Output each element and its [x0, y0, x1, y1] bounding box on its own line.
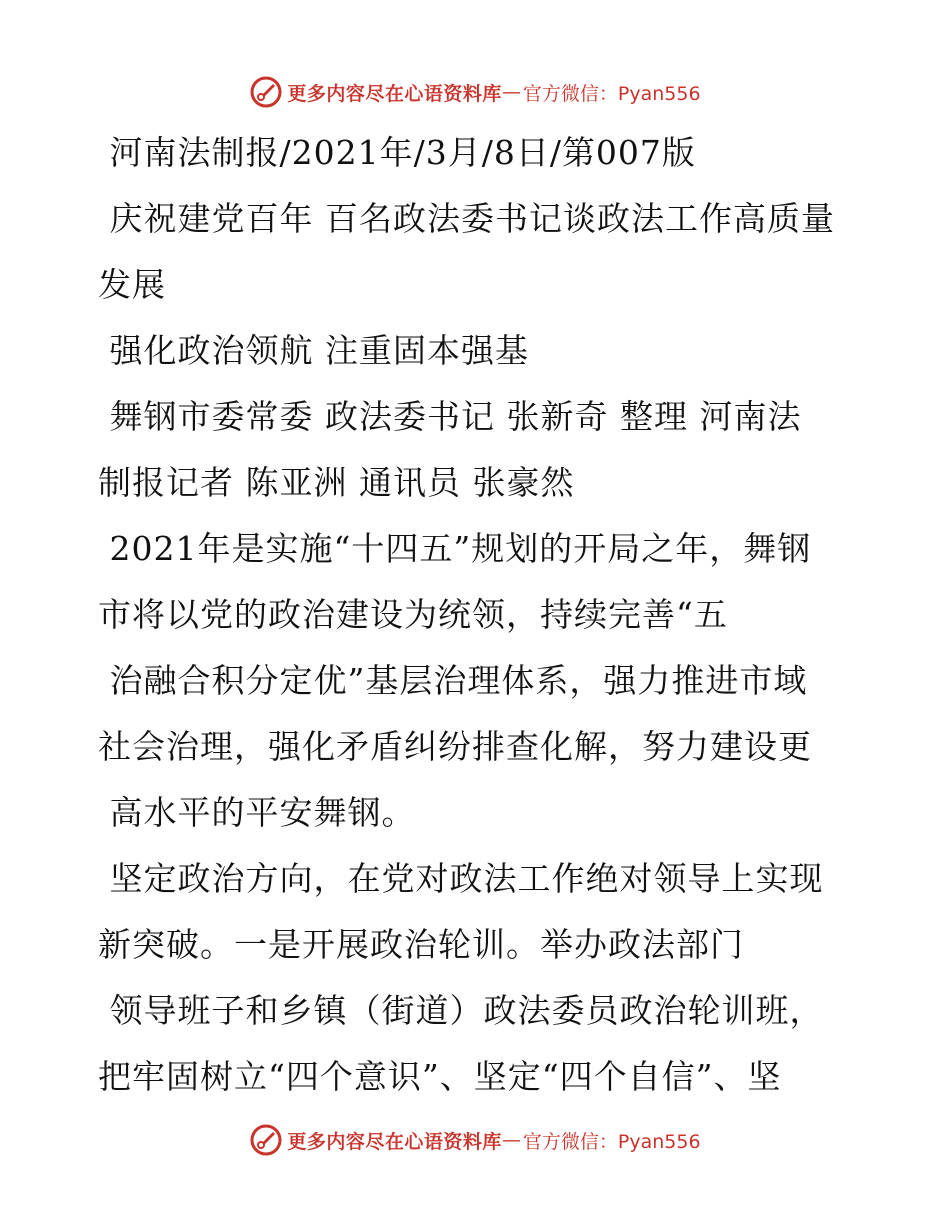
paragraph-line: 坚定政治方向，在党对政法工作绝对领导上实现	[98, 859, 824, 898]
paragraph-line: 把牢固树立“四个意识”、坚定“四个自信”、坚	[98, 1057, 782, 1096]
footer-watermark-banner	[0, 1120, 950, 1160]
byline-line-2: 制报记者 陈亚洲 通讯员 张豪然	[98, 463, 575, 502]
brand-logo-icon	[249, 1123, 283, 1157]
headline-line-1: 庆祝建党百年 百名政法委书记谈政法工作高质量	[98, 199, 835, 238]
paragraph-line: 市将以党的政治建设为统领，持续完善“五	[98, 595, 728, 634]
paragraph-line: 社会治理，强化矛盾纠纷排查化解，努力建设更	[98, 727, 812, 766]
banner-brand-text: 更多内容尽在心语资料库	[287, 82, 502, 105]
paragraph-line: 2021年是实施“十四五”规划的开局之年，舞钢	[98, 529, 812, 568]
byline-line-1: 舞钢市委常委 政法委书记 张新奇 整理 河南法	[98, 397, 802, 436]
banner-wechat-text: 官方微信：Pyan556	[522, 1130, 701, 1153]
paragraph-line: 高水平的平安舞钢。	[98, 793, 416, 832]
paragraph-line: 治融合积分定优”基层治理体系，强力推进市域	[98, 661, 808, 700]
banner-separator: —	[501, 1129, 521, 1151]
masthead-line: 河南法制报/2021年/3月/8日/第007版	[98, 133, 696, 172]
subtitle-line: 强化政治领航 注重固本强基	[98, 331, 529, 370]
paragraph-line: 领导班子和乡镇（街道）政法委员政治轮训班，	[98, 991, 824, 1030]
paragraph-line: 新突破。一是开展政治轮训。举办政法部门	[98, 925, 744, 964]
banner-separator: —	[501, 81, 521, 103]
banner-brand-text: 更多内容尽在心语资料库	[287, 1130, 502, 1153]
headline-line-2: 发展	[98, 265, 166, 304]
brand-logo-icon	[249, 75, 283, 109]
document-body	[98, 120, 858, 1110]
header-watermark-banner	[0, 72, 950, 112]
banner-wechat-text: 官方微信：Pyan556	[522, 82, 701, 105]
